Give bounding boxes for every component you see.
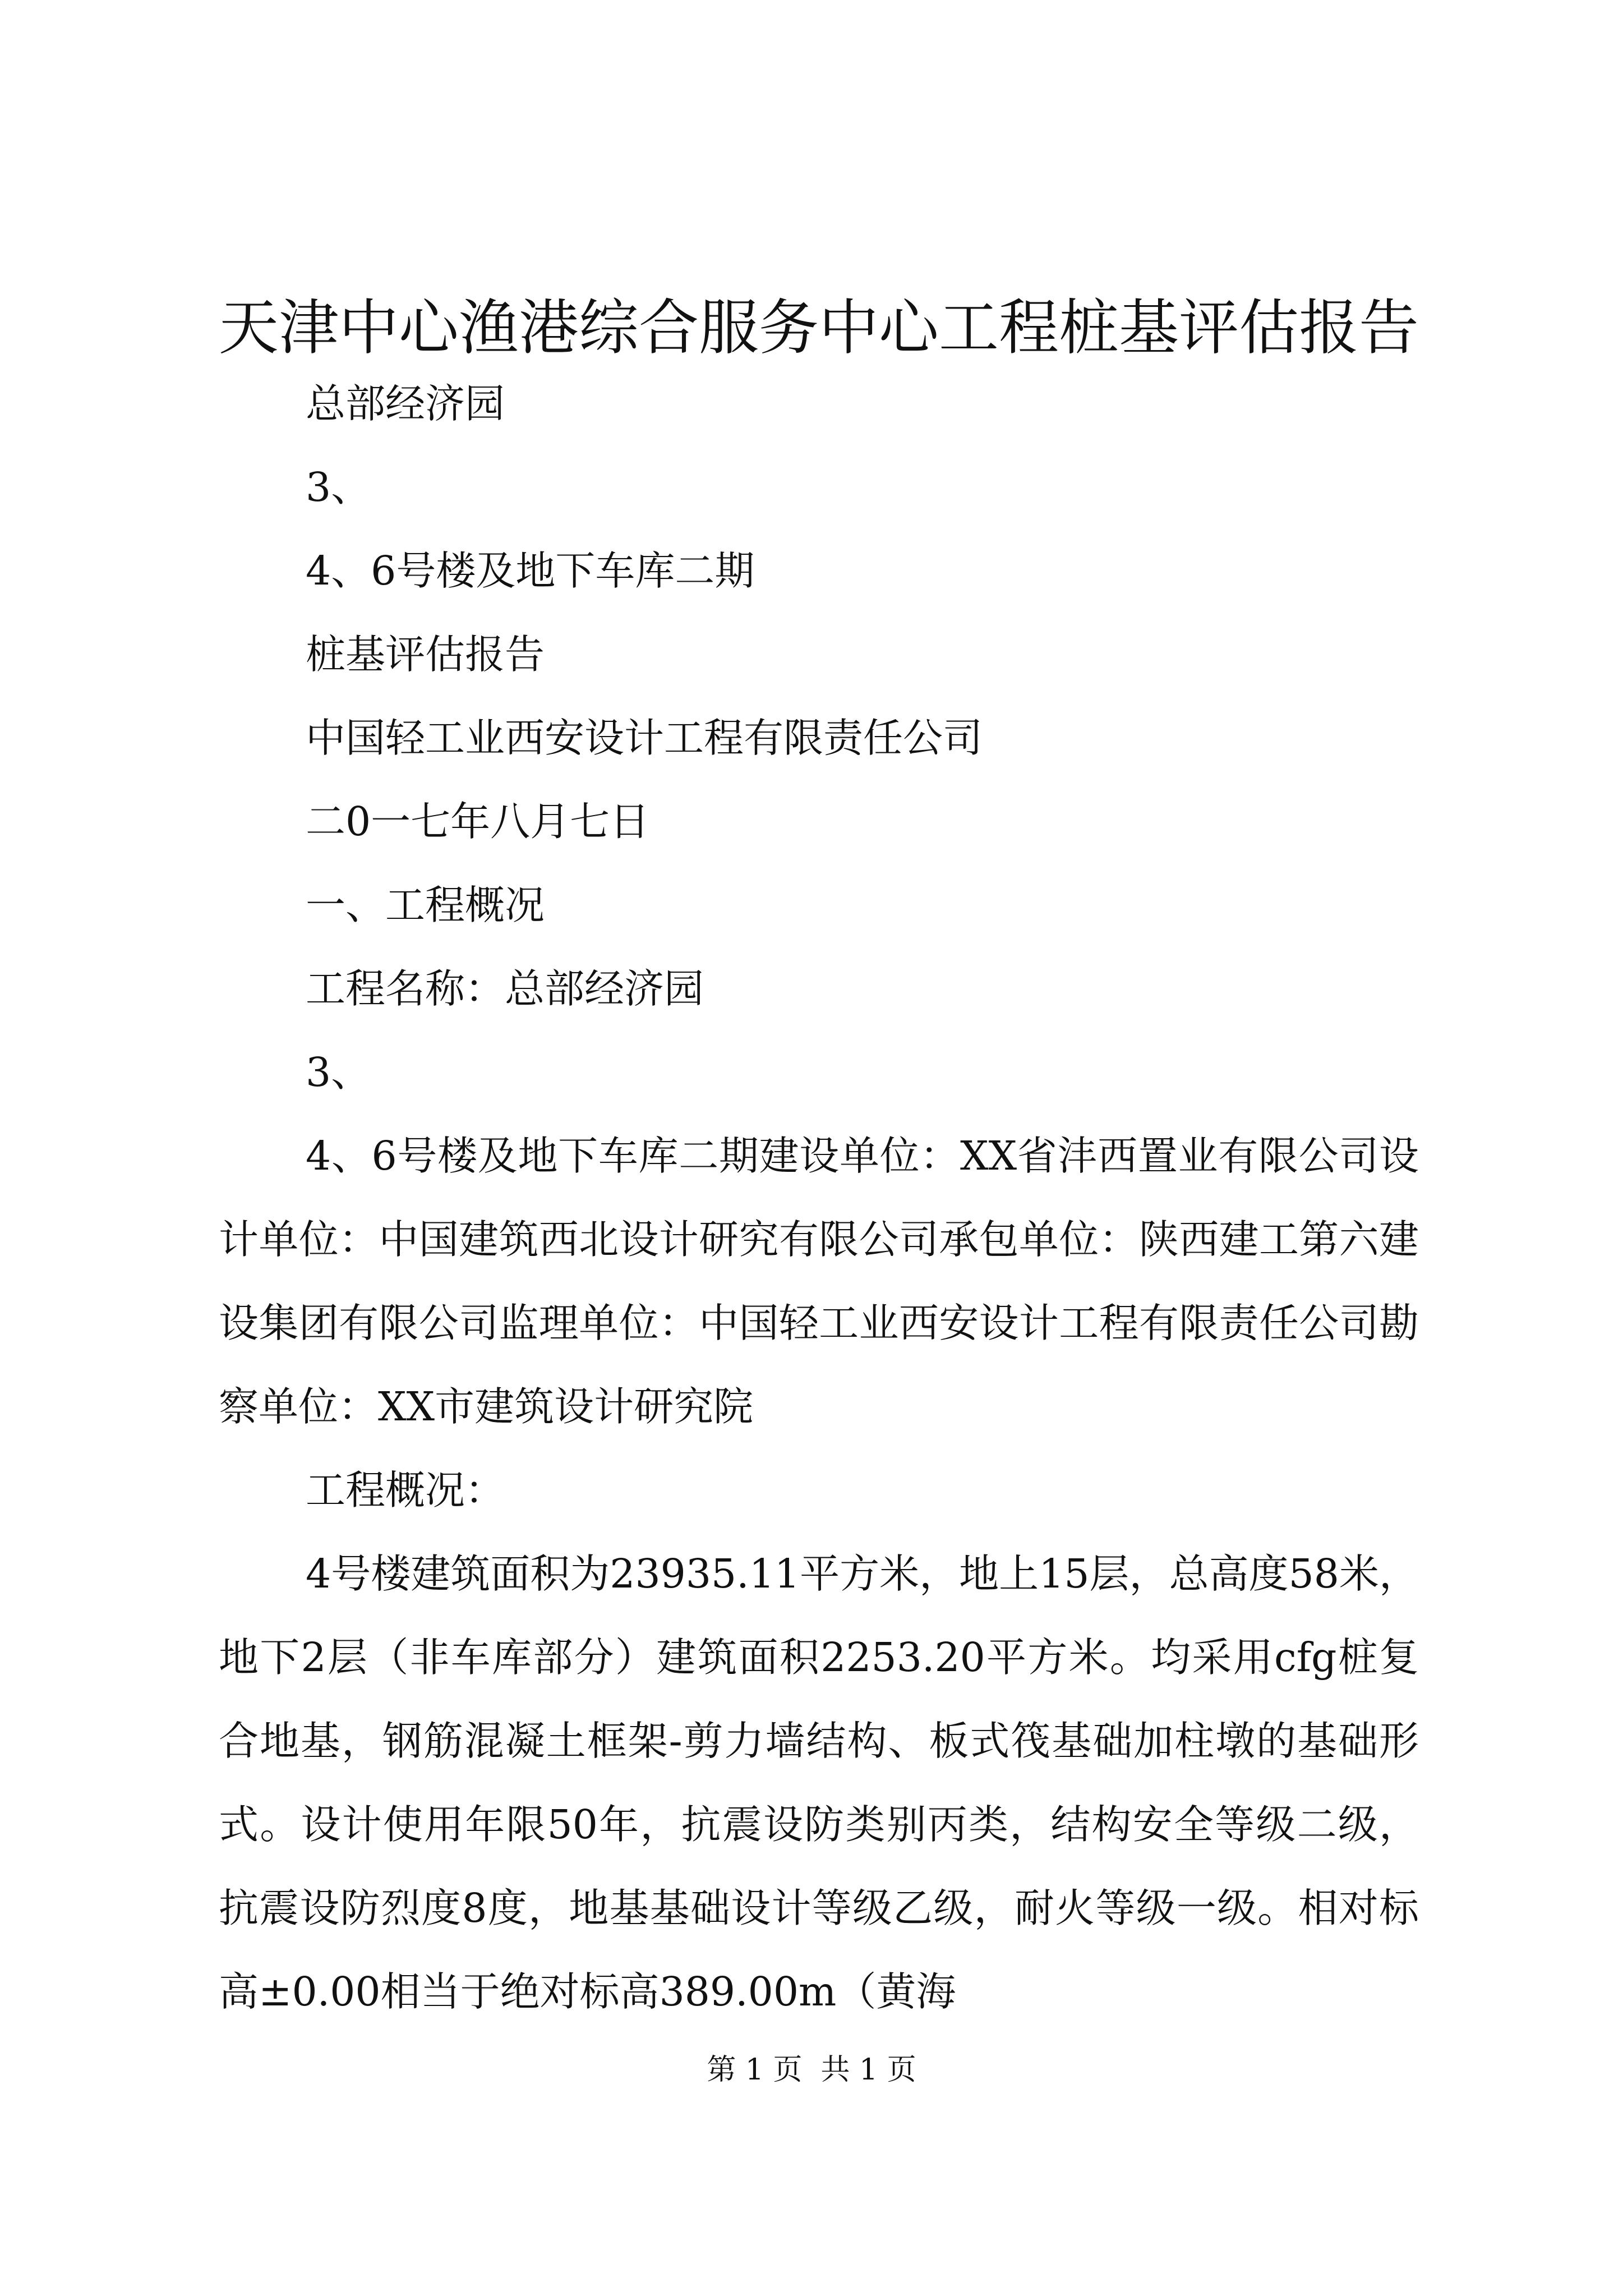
paragraph-number-3: 3、 xyxy=(306,464,371,510)
document-body xyxy=(219,362,1419,2033)
paragraph-company: 中国轻工业西安设计工程有限责任公司 xyxy=(306,715,983,761)
paragraph-project-name: 工程名称：总部经济园 xyxy=(306,965,704,1012)
document-title: 天津中心渔港综合服务中心工程桩基评估报告 xyxy=(219,293,1419,363)
paragraph-units: 4、6号楼及地下车库二期建设单位：XX省沣西置业有限公司设计单位：中国建筑西北设计研究有限公司承包单位：陕西建工第六建设集团有限公司监理单位：中国轻工业西安设计工程有限责任公司勘察单位：XX市建筑设计研究院 xyxy=(219,1133,1419,1430)
paragraph-buildings: 4、6号楼及地下车库二期 xyxy=(306,547,755,594)
page-footer: 第 1 页 共 1 页 xyxy=(707,2053,916,2087)
paragraph-overview-label: 工程概况： xyxy=(306,1467,505,1513)
paragraph-park-name: 总部经济园 xyxy=(306,380,505,427)
paragraph-number-3-second: 3、 xyxy=(306,1049,371,1096)
paragraph-date: 二0一七年八月七日 xyxy=(306,798,650,845)
paragraph-report-title: 桩基评估报告 xyxy=(306,631,545,678)
paragraph-building-details: 4号楼建筑面积为23935.11平方米，地上15层，总高度58米，地下2层（非车库部分）建筑面积2253.20平方米。均采用cfg桩复合地基，钢筋混凝土框架-剪力墙结构、板式筏基础加柱墩的基础形式。设计使用年限50年，抗震设防类别丙类，结构安全等级二级，抗震设防烈度8度，地基基础设计等级乙级，耐火等级一级。相对标高±0.00相当于绝对标高389.00m（黄海 xyxy=(219,1550,1419,2015)
section-heading-overview: 一、工程概况 xyxy=(306,882,545,928)
